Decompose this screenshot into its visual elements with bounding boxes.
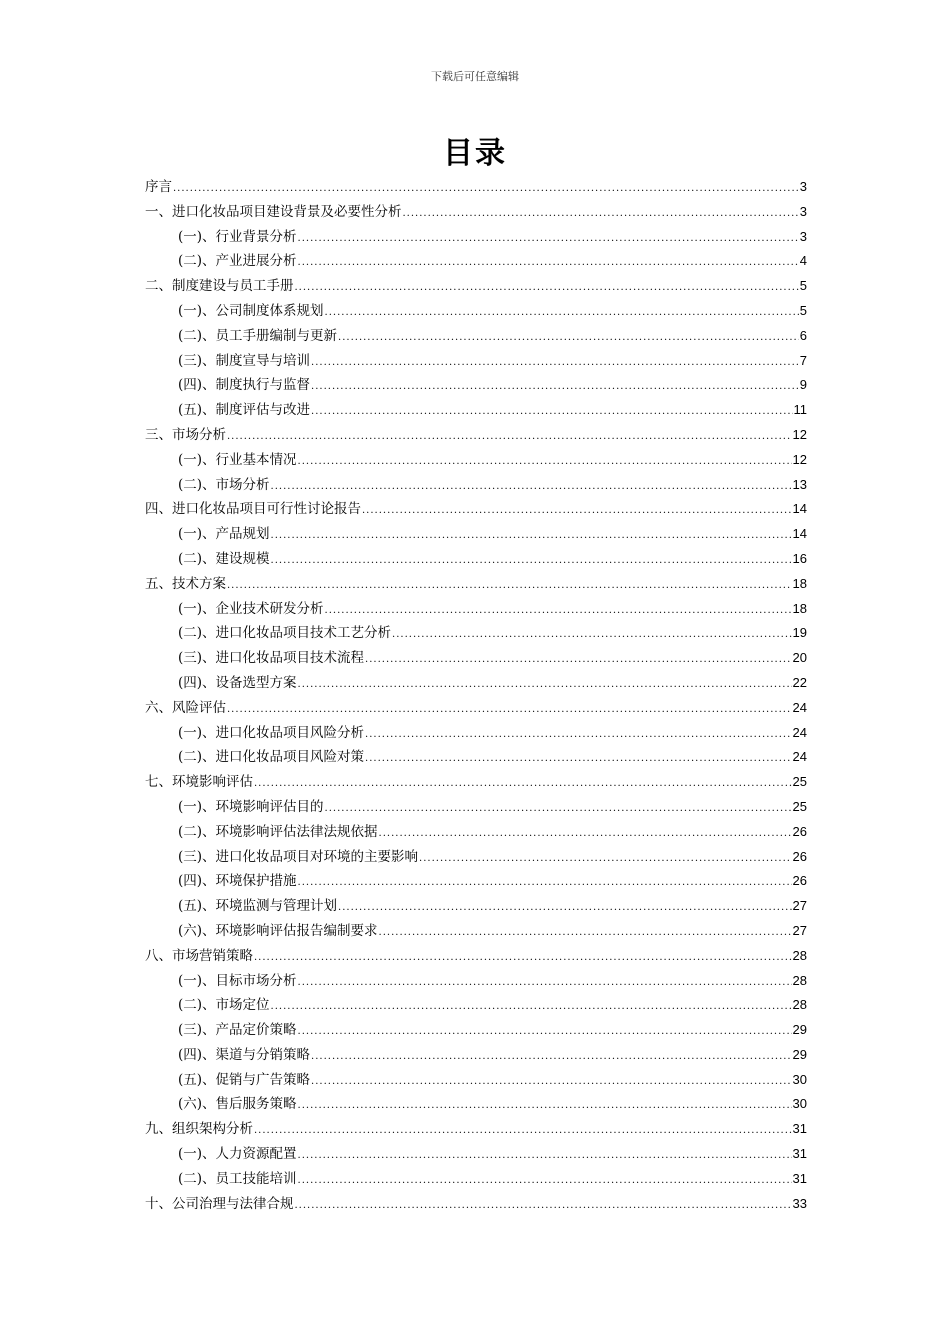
toc-entry-label: (二)、建设规模 (178, 550, 270, 567)
toc-entry[interactable] (145, 349, 807, 374)
toc-leader-dots (295, 1194, 792, 1219)
toc-entry[interactable] (145, 373, 807, 398)
toc-entry-page-number: 18 (792, 600, 807, 616)
toc-entry[interactable] (145, 1092, 807, 1117)
toc-entry[interactable] (145, 225, 807, 250)
toc-entry[interactable] (145, 1192, 807, 1217)
toc-entry-label: (四)、环境保护措施 (178, 873, 297, 890)
toc-entry[interactable] (145, 671, 807, 696)
toc-entry-page-number: 4 (799, 253, 807, 269)
toc-entry-page-number: 26 (792, 873, 807, 889)
toc-entry-page-number: 3 (799, 179, 807, 194)
toc-entry-page-number: 19 (792, 625, 807, 641)
toc-entry[interactable] (145, 944, 807, 969)
toc-leader-dots (311, 1070, 791, 1095)
toc-leader-dots (298, 450, 792, 475)
toc-leader-dots (298, 1094, 792, 1119)
toc-entry[interactable] (145, 448, 807, 473)
toc-entry-page-number: 24 (792, 724, 807, 740)
toc-entry-label: (二)、环境影响评估法律法规依据 (178, 823, 378, 840)
toc-entry-label: 十、公司治理与法律合规 (145, 1195, 294, 1212)
toc-entry[interactable] (145, 1068, 807, 1093)
toc-entry[interactable] (145, 597, 807, 622)
toc-leader-dots (271, 524, 792, 549)
toc-entry[interactable] (145, 845, 807, 870)
toc-leader-dots (392, 623, 791, 648)
toc-entry[interactable] (145, 919, 807, 944)
toc-leader-dots (227, 698, 792, 723)
toc-leader-dots (379, 822, 792, 847)
toc-entry-page-number: 24 (792, 749, 807, 765)
toc-entry-label: (二)、进口化妆品项目技术工艺分析 (178, 625, 392, 642)
toc-leader-dots (173, 177, 799, 202)
toc-leader-dots (325, 797, 792, 822)
toc-entry[interactable] (145, 572, 807, 597)
toc-leader-dots (298, 673, 792, 698)
toc-leader-dots (298, 1169, 792, 1194)
toc-entry-label: 六、风险评估 (145, 699, 226, 716)
toc-entry-label: (五)、环境监测与管理计划 (178, 898, 338, 915)
toc-entry-label: (一)、产品规划 (178, 526, 270, 543)
toc-entry[interactable] (145, 522, 807, 547)
toc-entry-page-number: 5 (799, 278, 807, 294)
toc-entry-page-number: 11 (793, 402, 807, 418)
toc-entry[interactable] (145, 820, 807, 845)
toc-entry-page-number: 29 (792, 1046, 807, 1062)
toc-leader-dots (298, 871, 792, 896)
toc-entry[interactable] (145, 200, 807, 225)
toc-entry-label: (一)、行业背景分析 (178, 228, 297, 245)
toc-entry[interactable] (145, 969, 807, 994)
toc-entry-page-number: 31 (792, 1121, 807, 1137)
toc-entry-label: 三、市场分析 (145, 426, 226, 443)
toc-entry-page-number: 30 (792, 1096, 807, 1112)
toc-entry[interactable] (145, 274, 807, 299)
toc-leader-dots (298, 971, 792, 996)
toc-entry[interactable] (145, 398, 807, 423)
toc-leader-dots (365, 648, 791, 673)
toc-entry-label: 五、技术方案 (145, 575, 226, 592)
toc-entry[interactable] (145, 745, 807, 770)
toc-entry-page-number: 14 (792, 501, 807, 517)
toc-entry-label: 八、市场营销策略 (145, 947, 253, 964)
toc-entry-label: (四)、制度执行与监督 (178, 377, 311, 394)
toc-entry-label: (二)、市场定位 (178, 997, 270, 1014)
toc-entry[interactable] (145, 721, 807, 746)
table-of-contents (145, 175, 807, 1216)
toc-entry-label: (四)、渠道与分销策略 (178, 1046, 311, 1063)
toc-entry-label: (一)、环境影响评估目的 (178, 798, 324, 815)
toc-entry[interactable] (145, 1043, 807, 1068)
toc-entry-page-number: 28 (792, 997, 807, 1013)
toc-leader-dots (254, 1119, 792, 1144)
toc-entry[interactable] (145, 993, 807, 1018)
toc-entry-label: (二)、进口化妆品项目风险对策 (178, 749, 365, 766)
toc-entry[interactable] (145, 646, 807, 671)
toc-entry[interactable] (145, 249, 807, 274)
toc-leader-dots (271, 549, 792, 574)
toc-entry-page-number: 16 (792, 550, 807, 566)
toc-entry-label: (一)、人力资源配置 (178, 1146, 297, 1163)
page-title: 目录 (443, 136, 507, 171)
toc-entry[interactable] (145, 497, 807, 522)
toc-leader-dots (311, 400, 792, 425)
toc-entry-page-number: 6 (799, 327, 807, 343)
toc-leader-dots (298, 1020, 792, 1045)
toc-entry-page-number: 33 (792, 1195, 807, 1211)
toc-entry-page-number: 5 (799, 302, 807, 318)
toc-entry-label: (一)、企业技术研发分析 (178, 600, 324, 617)
toc-entry-label: (五)、制度评估与改进 (178, 402, 311, 419)
toc-leader-dots (298, 251, 799, 276)
toc-entry[interactable] (145, 1117, 807, 1142)
toc-leader-dots (325, 599, 792, 624)
toc-leader-dots (298, 227, 799, 252)
toc-entry-label: (二)、产业进展分析 (178, 253, 297, 270)
toc-entry-page-number: 25 (792, 774, 807, 790)
toc-leader-dots (325, 301, 799, 326)
toc-entry-label: (四)、设备选型方案 (178, 674, 297, 691)
toc-leader-dots (298, 1144, 792, 1169)
toc-entry-label: 四、进口化妆品项目可行性讨论报告 (145, 501, 361, 518)
toc-entry-page-number: 12 (792, 451, 807, 467)
toc-leader-dots (311, 1045, 791, 1070)
toc-entry[interactable] (145, 1142, 807, 1167)
toc-entry-page-number: 12 (792, 426, 807, 442)
toc-entry[interactable] (145, 869, 807, 894)
toc-entry-page-number: 27 (792, 922, 807, 938)
toc-leader-dots (227, 574, 792, 599)
toc-entry[interactable] (145, 795, 807, 820)
toc-entry[interactable] (145, 770, 807, 795)
toc-entry-page-number: 31 (792, 1170, 807, 1186)
toc-entry-page-number: 24 (792, 699, 807, 715)
toc-entry-label: (三)、进口化妆品项目对环境的主要影响 (178, 848, 419, 865)
toc-entry-label: 序言 (145, 179, 172, 195)
toc-entry-page-number: 3 (799, 203, 807, 219)
toc-entry-page-number: 20 (792, 650, 807, 666)
toc-entry[interactable] (145, 1167, 807, 1192)
toc-leader-dots (254, 946, 792, 971)
toc-entry-page-number: 13 (792, 476, 807, 492)
toc-entry-label: (三)、产品定价策略 (178, 1022, 297, 1039)
toc-entry-page-number: 14 (792, 526, 807, 542)
toc-leader-dots (271, 475, 792, 500)
toc-entry-page-number: 28 (792, 972, 807, 988)
toc-entry-page-number: 31 (792, 1146, 807, 1162)
toc-leader-dots (403, 202, 799, 227)
toc-entry-page-number: 18 (792, 575, 807, 591)
toc-leader-dots (419, 847, 791, 872)
toc-entry-page-number: 28 (792, 947, 807, 963)
toc-entry-label: (二)、员工技能培训 (178, 1170, 297, 1187)
toc-leader-dots (295, 276, 799, 301)
toc-entry-label: (一)、公司制度体系规划 (178, 302, 324, 319)
toc-leader-dots (254, 772, 792, 797)
toc-entry-page-number: 9 (799, 377, 807, 393)
toc-entry[interactable] (145, 696, 807, 721)
toc-entry[interactable] (145, 175, 807, 200)
toc-entry-label: (三)、制度宣导与培训 (178, 352, 311, 369)
toc-entry-page-number: 22 (792, 674, 807, 690)
toc-leader-dots (271, 995, 792, 1020)
toc-entry-page-number: 27 (792, 898, 807, 914)
toc-leader-dots (338, 326, 799, 351)
toc-leader-dots (365, 723, 791, 748)
toc-entry-label: (二)、员工手册编制与更新 (178, 327, 338, 344)
toc-entry-label: (六)、售后服务策略 (178, 1096, 297, 1113)
toc-entry[interactable] (145, 621, 807, 646)
toc-leader-dots (362, 499, 792, 524)
toc-entry[interactable] (145, 423, 807, 448)
toc-entry-label: (六)、环境影响评估报告编制要求 (178, 922, 378, 939)
toc-entry-page-number: 26 (792, 848, 807, 864)
toc-entry-page-number: 25 (792, 798, 807, 814)
toc-entry-page-number: 29 (792, 1022, 807, 1038)
toc-entry-label: (一)、行业基本情况 (178, 451, 297, 468)
toc-entry-label: 七、环境影响评估 (145, 774, 253, 791)
toc-entry[interactable] (145, 299, 807, 324)
toc-entry-label: 一、进口化妆品项目建设背景及必要性分析 (145, 203, 402, 220)
toc-entry[interactable] (145, 324, 807, 349)
toc-leader-dots (311, 375, 799, 400)
toc-entry-page-number: 30 (792, 1071, 807, 1087)
toc-entry-label: (五)、促销与广告策略 (178, 1071, 311, 1088)
toc-entry-label: 九、组织架构分析 (145, 1121, 253, 1138)
toc-leader-dots (379, 921, 792, 946)
toc-entry-page-number: 3 (799, 228, 807, 244)
toc-entry-label: 二、制度建设与员工手册 (145, 278, 294, 295)
toc-entry[interactable] (145, 547, 807, 572)
toc-entry-label: (一)、目标市场分析 (178, 972, 297, 989)
toc-entry[interactable] (145, 1018, 807, 1043)
toc-leader-dots (227, 425, 792, 450)
toc-entry-page-number: 7 (799, 352, 807, 368)
toc-entry-label: (二)、市场分析 (178, 476, 270, 493)
toc-leader-dots (311, 351, 799, 376)
toc-entry[interactable] (145, 894, 807, 919)
page-header-note: 下载后可任意编辑 (431, 70, 519, 83)
toc-entry-page-number: 26 (792, 823, 807, 839)
toc-entry-label: (一)、进口化妆品项目风险分析 (178, 724, 365, 741)
toc-leader-dots (338, 896, 791, 921)
toc-leader-dots (365, 747, 791, 772)
toc-entry[interactable] (145, 473, 807, 498)
toc-entry-label: (三)、进口化妆品项目技术流程 (178, 650, 365, 667)
